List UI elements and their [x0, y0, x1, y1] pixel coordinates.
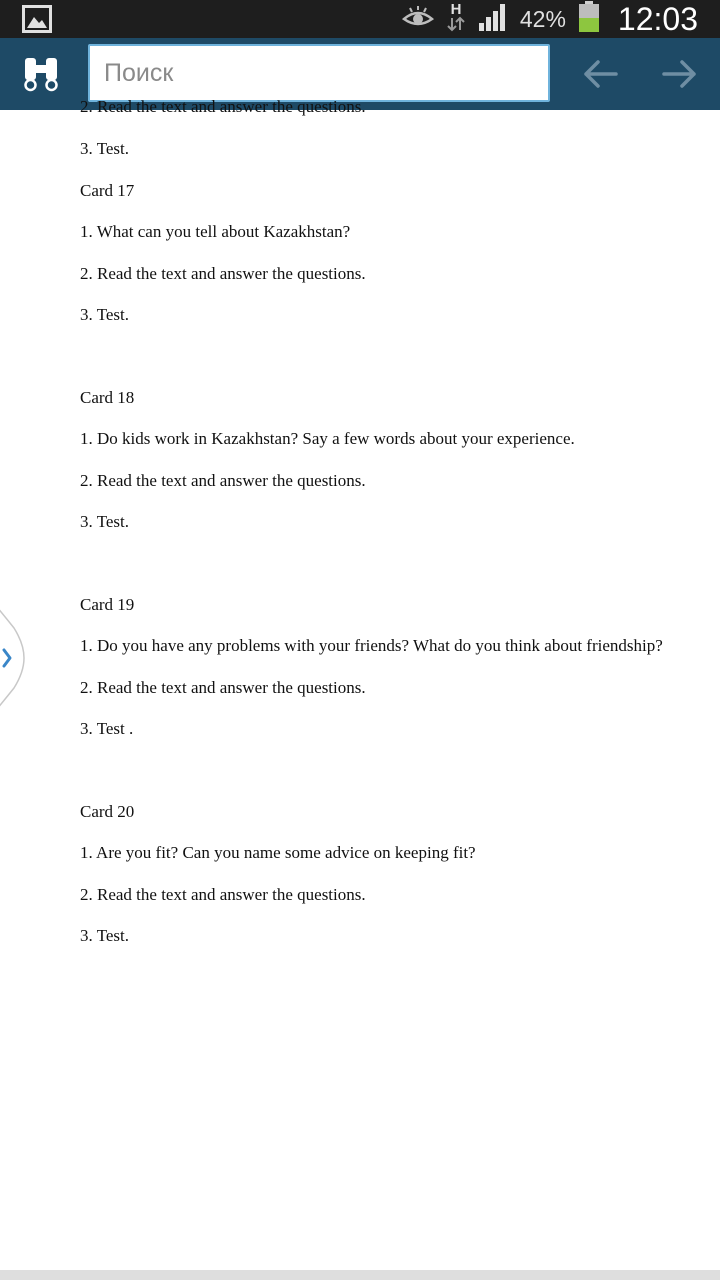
card-19-item-3: 3. Test .: [80, 719, 134, 738]
card-20-title: Card 20: [80, 802, 135, 821]
status-bar: [0, 0, 720, 38]
card-18-item-2: 2. Read the text and answer the questions.: [80, 471, 366, 490]
drawer-handle[interactable]: [0, 594, 24, 722]
network-h-icon: [446, 0, 466, 38]
card-20-item-1: 1. Are you fit? Can you name some advice on keeping fit?: [80, 843, 476, 862]
network-type-label: H: [450, 1, 462, 18]
arrow-right-icon[interactable]: [660, 54, 700, 94]
card-16-item-3: 3. Test.: [80, 139, 130, 158]
clock: 12:03: [617, 0, 698, 37]
card-20-item-3: 3. Test.: [80, 926, 130, 945]
bottom-bar: [0, 1270, 720, 1280]
card-17-item-1: 1. What can you tell about Kazakhstan?: [80, 222, 351, 241]
signal-icon: [478, 3, 508, 35]
card-17-item-2: 2. Read the text and answer the questions.: [80, 264, 366, 283]
eye-icon: [402, 5, 434, 33]
document-view[interactable]: [0, 97, 720, 1270]
card-17-title: Card 17: [80, 181, 135, 200]
battery-percent: 42%: [519, 5, 566, 32]
card-19-item-1: 1. Do you have any problems with your friends? What do you think about friendship?: [80, 636, 663, 655]
search-input[interactable]: [88, 44, 550, 102]
card-20-item-2: 2. Read the text and answer the questions.: [80, 885, 366, 904]
gallery-icon: [22, 5, 52, 37]
card-18-title: Card 18: [80, 388, 135, 407]
card-17-item-3: 3. Test.: [80, 305, 130, 324]
card-19-title: Card 19: [80, 595, 135, 614]
card-18-item-3: 3. Test.: [80, 512, 130, 531]
partial-line: 2. Read the text and answer the questions.: [80, 97, 366, 116]
arrow-left-icon[interactable]: [580, 54, 620, 94]
card-18-item-1: 1. Do kids work in Kazakhstan? Say a few words about your experience.: [80, 429, 575, 448]
battery-icon: [578, 1, 600, 37]
binoculars-icon[interactable]: [22, 56, 60, 94]
card-19-item-2: 2. Read the text and answer the questions.: [80, 678, 366, 697]
